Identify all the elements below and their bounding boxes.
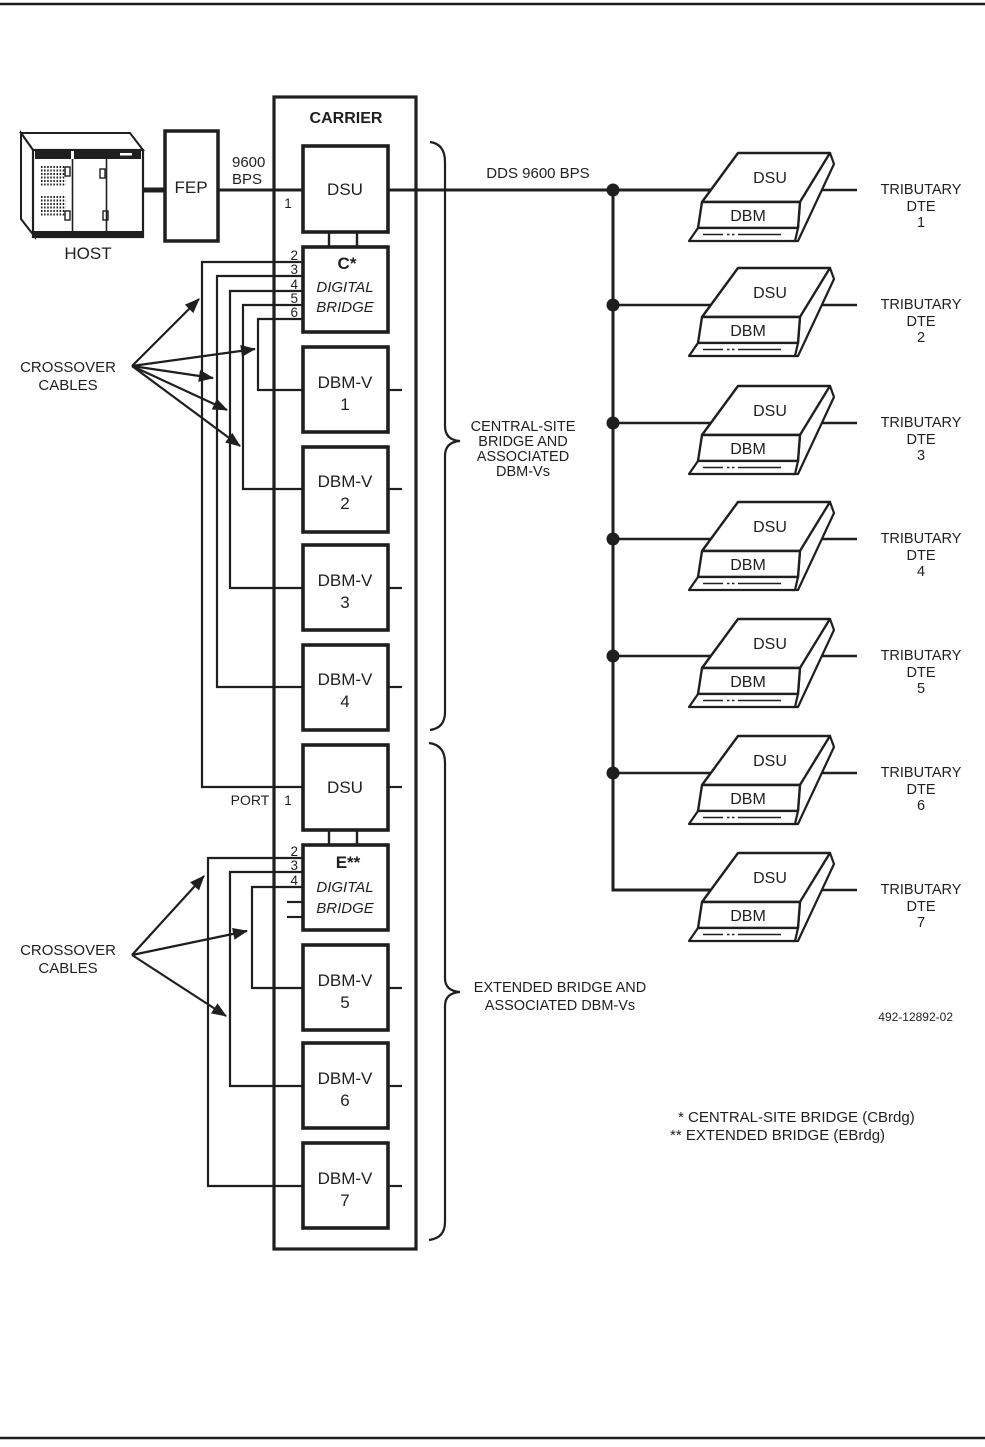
- dbm-v-module-2: [303, 447, 402, 532]
- dbm-v-label: DBM-V: [317, 670, 373, 689]
- tributary-label-line2: DTE: [906, 782, 936, 798]
- port-number: 3: [290, 262, 298, 277]
- tributary-label-line1: TRIBUTARY: [880, 765, 962, 781]
- fep-label: FEP: [174, 178, 208, 197]
- port-number: 5: [290, 291, 298, 306]
- tributary-device-dbm-label: DBM: [730, 908, 766, 925]
- footnote-central-bridge: * CENTRAL-SITE BRIDGE (CBrdg): [678, 1109, 915, 1126]
- dbm-v-number: 6: [340, 1091, 350, 1110]
- port-number: 4: [290, 873, 298, 888]
- extended-caption-line1: EXTENDED BRIDGE AND: [473, 980, 647, 996]
- dbm-v-module-3: [303, 545, 402, 630]
- dbm-v-label: DBM-V: [317, 373, 373, 392]
- dbm-v-number: 1: [340, 395, 350, 414]
- tributary-label-line2: DTE: [906, 665, 936, 681]
- carrier-dsu-top-port-number: 1: [284, 196, 292, 211]
- tributary-device-dsu-label: DSU: [753, 753, 787, 770]
- dsu-bridge-connector-bottom: [329, 830, 357, 845]
- tributary-label-line1: TRIBUTARY: [880, 648, 962, 664]
- dbm-v-number: 3: [340, 593, 350, 612]
- central-group-caption: [471, 419, 576, 480]
- tributary-label-line1: TRIBUTARY: [880, 182, 962, 198]
- extended-caption-line2: ASSOCIATED DBM-Vs: [484, 998, 636, 1014]
- dbm-v-module-5: [303, 945, 402, 1030]
- central-group-brace: [430, 142, 460, 730]
- dbm-v-number: 2: [340, 494, 350, 513]
- extended-bridge-port-numbers: [290, 844, 298, 888]
- extended-bridge-unused-port-stubs: [287, 902, 303, 917]
- crossover-top-line2: CABLES: [38, 377, 98, 394]
- tributary-device-dbm-label: DBM: [730, 674, 766, 691]
- tributary-label-line1: TRIBUTARY: [880, 297, 962, 313]
- tributary-label-line2: DTE: [906, 548, 936, 564]
- tributary-label-line2: DTE: [906, 314, 936, 330]
- port-number: 6: [290, 305, 298, 320]
- tributary-number: 2: [916, 330, 926, 346]
- port-number: 2: [290, 844, 298, 859]
- fep-link-speed-line2: BPS: [232, 171, 263, 188]
- dbm-v-label: DBM-V: [317, 571, 373, 590]
- tributary-device-dsu-label: DSU: [753, 519, 787, 536]
- tributary-number: 1: [916, 215, 926, 231]
- tributary-device-dbm-label: DBM: [730, 208, 766, 225]
- dbm-v-module-6: [303, 1043, 402, 1128]
- tributary-device-dbm-label: DBM: [730, 557, 766, 574]
- tributary-unit-7: [689, 853, 962, 941]
- figure-number: 492-12892-02: [878, 1010, 953, 1024]
- tributary-unit-1: [689, 153, 962, 241]
- tributary-number: 4: [916, 564, 926, 580]
- tributary-label-line2: DTE: [906, 199, 936, 215]
- crossover-cables-label-top: [20, 299, 255, 446]
- tributary-unit-6: [689, 736, 962, 824]
- tributary-device-dsu-label: DSU: [753, 403, 787, 420]
- port-number: 2: [290, 248, 298, 263]
- tributary-unit-5: [689, 619, 962, 707]
- tributary-device-dsu-label: DSU: [753, 870, 787, 887]
- extended-bridge-name: E**: [335, 853, 361, 872]
- tributary-label-line1: TRIBUTARY: [880, 415, 962, 431]
- central-bridge-type-line2: BRIDGE: [316, 299, 374, 316]
- dbm-v-label: DBM-V: [317, 971, 373, 990]
- carrier-dsu-bottom-port-number: 1: [284, 793, 292, 808]
- crossover-top-line1: CROSSOVER: [20, 359, 116, 376]
- central-caption-line4: DBM-Vs: [496, 464, 550, 480]
- tributary-label-line2: DTE: [906, 432, 936, 448]
- central-bridge-name: C*: [337, 254, 357, 273]
- tributary-number: 7: [916, 915, 926, 931]
- extended-group-brace: [429, 743, 460, 1240]
- dbm-v-label: DBM-V: [317, 472, 373, 491]
- host-label: HOST: [64, 244, 112, 263]
- dsu-bridge-connector-top: [329, 232, 357, 247]
- extended-bridge-type-line2: BRIDGE: [316, 900, 374, 917]
- extended-bridge-type-line1: DIGITAL: [316, 879, 374, 896]
- port-number: 3: [290, 858, 298, 873]
- dds-link-label: DDS 9600 BPS: [486, 165, 590, 182]
- tributary-device-dsu-label: DSU: [753, 170, 787, 187]
- dbm-v-module-1: [303, 347, 402, 432]
- tributary-unit-2: [689, 268, 962, 356]
- tributary-device-dbm-label: DBM: [730, 791, 766, 808]
- central-caption-line1: CENTRAL-SITE: [470, 419, 576, 435]
- tributary-number: 5: [916, 681, 926, 697]
- tributary-unit-4: [689, 502, 962, 590]
- tributary-device-dsu-label: DSU: [753, 636, 787, 653]
- carrier-title: CARRIER: [309, 110, 383, 127]
- extended-group-caption: [474, 980, 646, 1014]
- footnote-extended-bridge: ** EXTENDED BRIDGE (EBrdg): [670, 1127, 886, 1144]
- tributary-device-dbm-label: DBM: [730, 441, 766, 458]
- host-computer: [21, 133, 143, 237]
- dbm-v-module-7: [303, 1143, 402, 1228]
- tributary-device-dsu-label: DSU: [753, 285, 787, 302]
- tributary-unit-3: [689, 386, 962, 474]
- crossover-bottom-line1: CROSSOVER: [20, 942, 116, 959]
- tributary-label-line1: TRIBUTARY: [880, 882, 962, 898]
- dbm-v-module-4: [303, 645, 402, 730]
- dbm-v-number: 5: [340, 993, 350, 1012]
- crossover-cables-top-group: [202, 262, 303, 787]
- crossover-top-arrows: [132, 299, 255, 446]
- central-caption-line2: BRIDGE AND: [478, 434, 568, 450]
- dbm-v-number: 4: [340, 692, 350, 711]
- tributary-number: 3: [916, 448, 926, 464]
- tributary-device-dbm-label: DBM: [730, 323, 766, 340]
- tributary-label-line1: TRIBUTARY: [880, 531, 962, 547]
- crossover-cables-bottom-group: [208, 858, 303, 1186]
- central-caption-line3: ASSOCIATED: [476, 449, 570, 465]
- dbm-v-number: 7: [340, 1191, 350, 1210]
- fep-link-speed-line1: 9600: [232, 154, 266, 171]
- crossover-bottom-line2: CABLES: [38, 960, 98, 977]
- central-bridge-port-numbers: [290, 248, 298, 320]
- dbm-v-label: DBM-V: [317, 1069, 373, 1088]
- port-number: 4: [290, 277, 298, 292]
- dbm-v-label: DBM-V: [317, 1169, 373, 1188]
- carrier-dsu-bottom-label: DSU: [327, 778, 363, 797]
- central-bridge-type-line1: DIGITAL: [316, 279, 374, 296]
- tributary-number: 6: [916, 798, 926, 814]
- tributary-label-line2: DTE: [906, 899, 936, 915]
- port-caption: PORT: [230, 792, 270, 808]
- carrier-dsu-top-label: DSU: [327, 180, 363, 199]
- crossover-cables-label-bottom: [20, 876, 247, 1016]
